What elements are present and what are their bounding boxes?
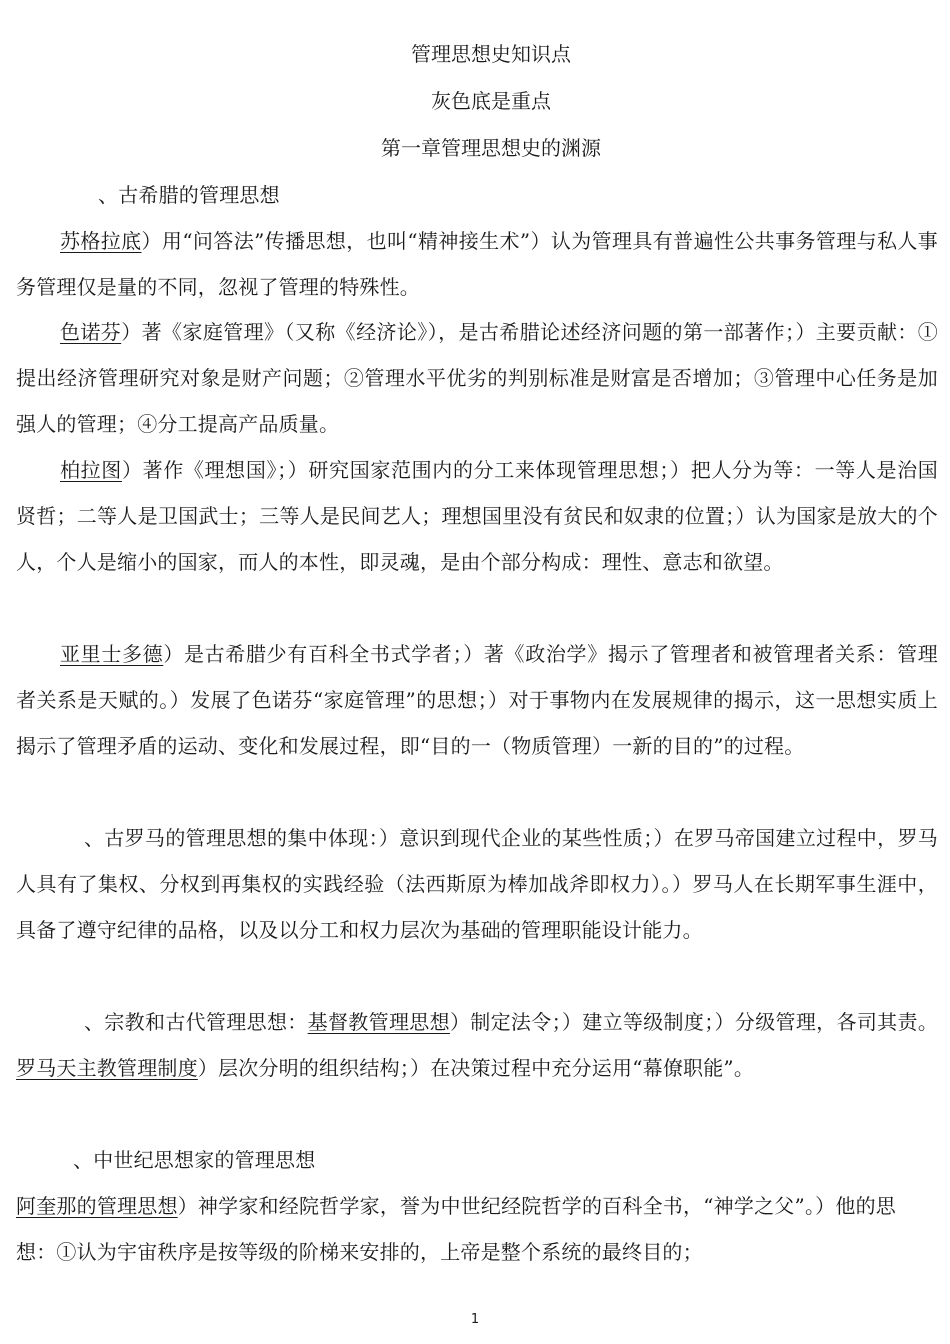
- paragraph-aquinas-body: ）神学家和经院哲学家，誉为中世纪经院哲学的百科全书，“神学之父”。）他的思想：①认为宇宙秩序是按等级的阶梯来安排的，上帝是整个系统的最终目的；: [16, 1194, 896, 1264]
- term-plato: 柏拉图: [60, 458, 122, 482]
- section-heading-medieval: 、中世纪思想家的管理思想: [73, 1148, 316, 1172]
- term-aquinas: 阿奎那的管理思想: [16, 1194, 178, 1218]
- christian-body: ）制定法令；）建立等级制度；）分级管理，各司其责。: [449, 1010, 939, 1034]
- paragraph-aquinas: [16, 1183, 896, 1275]
- paragraph-plato: [16, 447, 938, 585]
- paragraph-aristotle: [16, 631, 938, 769]
- term-catholic: 罗马天主教管理制度: [16, 1056, 198, 1080]
- section-heading-greece: 、古希腊的管理思想: [98, 183, 280, 207]
- catholic-body: ）层次分明的组织结构；）在决策过程中充分运用“幕僚职能”。: [197, 1056, 755, 1080]
- paragraph-plato-body: ）著作《理想国》；）研究国家范围内的分工来体现管理思想；）把人分为等：一等人是治国贤哲；二等人是卫国武士；三等人是民间艺人；理想国里没有贫民和奴隶的位置；）认为国家是放大的个人，个人是缩小的国家，而人的本性，即灵魂，是由个部分构成：理性、意志和欲望。: [16, 458, 939, 574]
- document-title: 管理思想史知识点: [411, 42, 571, 66]
- paragraph-religion: [16, 999, 938, 1091]
- term-xenophon: 色诺芬: [60, 320, 122, 344]
- term-christian: 基督教管理思想: [307, 1010, 450, 1034]
- page-number: 1: [470, 1312, 480, 1327]
- chapter-title: 第一章管理思想史的渊源: [381, 136, 601, 160]
- term-socrates: 苏格拉底: [60, 229, 142, 253]
- religion-intro: 、宗教和古代管理思想：: [84, 1010, 308, 1034]
- paragraph-xenophon-body: ）著《家庭管理》（又称《经济论》），是古希腊论述经济问题的第一部著作；）主要贡献：①提出经济管理研究对象是财产问题；②管理水平优劣的判别标准是财富是否增加；③管理中心任务是加强人的管理；④分工提高产品质量。: [16, 320, 938, 436]
- paragraph-socrates-body: ）用“问答法”传播思想，也叫“精神接生术”）认为管理具有普遍性公共事务管理与私人事务管理仅是量的不同，忽视了管理的特殊性。: [16, 229, 938, 299]
- paragraph-rome: 、古罗马的管理思想的集中体现：）意识到现代企业的某些性质；）在罗马帝国建立过程中，罗马人具有了集权、分权到再集权的实践经验（法西斯原为棒加战斧即权力）。）罗马人在长期军事生涯中，具备了遵守纪律的品格，以及以分工和权力层次为基础的管理职能设计能力。: [16, 826, 938, 942]
- paragraph-xenophon: [16, 309, 938, 447]
- paragraph-aristotle-body: ）是古希腊少有百科全书式学者；）著《政治学》揭示了管理者和被管理者关系：管理者关系是天赋的。）发展了色诺芬“家庭管理”的思想；）对于事物内在发展规律的揭示，这一思想实质上揭示了管理矛盾的运动、变化和发展过程，即“目的一（物质管理）一新的目的”的过程。: [16, 642, 938, 758]
- term-aristotle: 亚里士多德: [60, 642, 164, 666]
- document-subtitle: 灰色底是重点: [431, 89, 551, 113]
- paragraph-socrates: [16, 218, 938, 310]
